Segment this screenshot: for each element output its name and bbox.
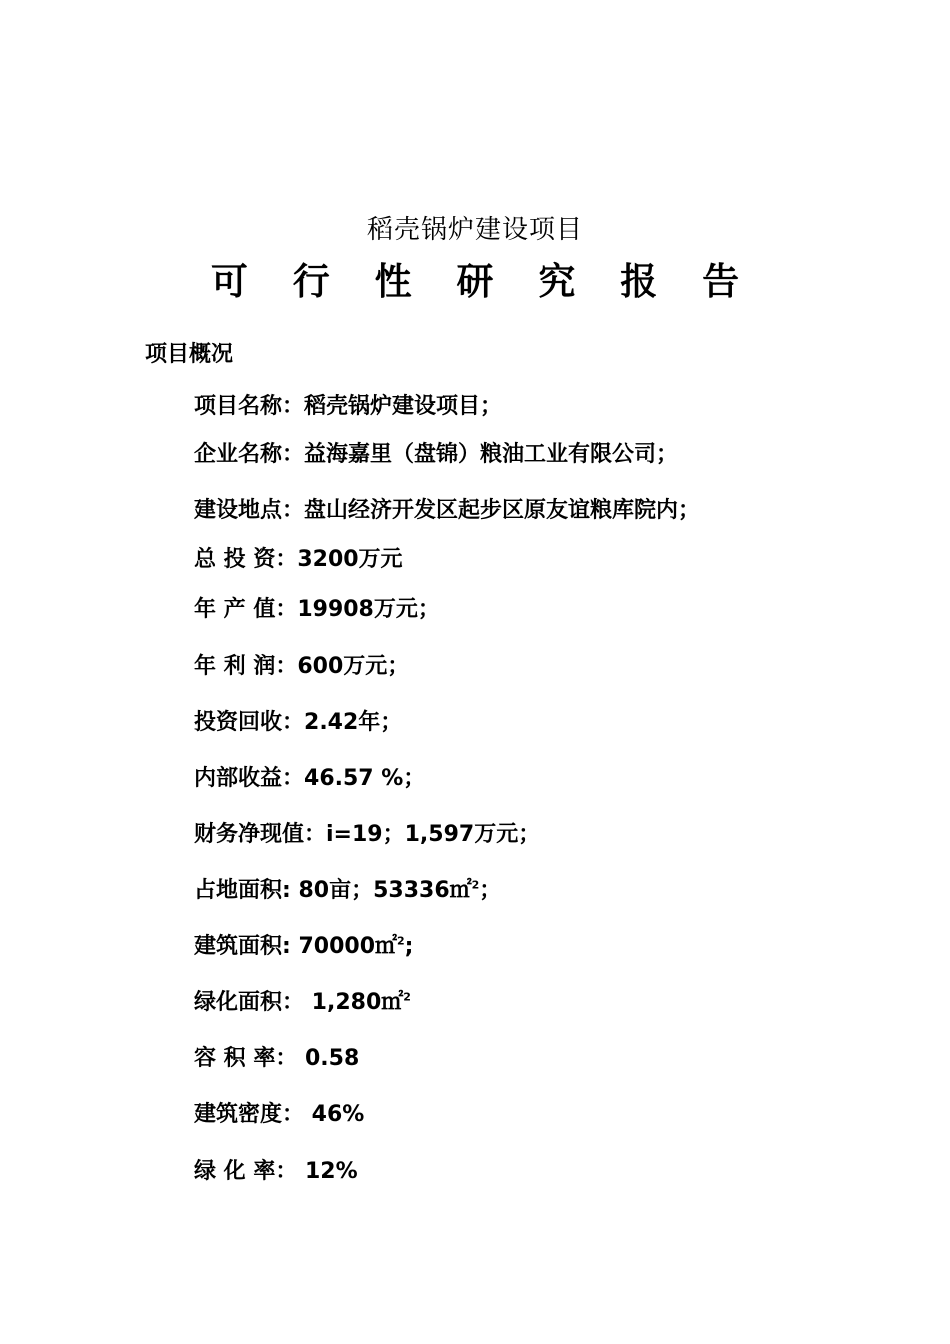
info-value: 80亩；53336㎡: [298, 878, 472, 903]
info-label: 容 积 率：: [194, 1046, 298, 1071]
info-line-project-name: [194, 392, 502, 422]
info-line-company-name: [194, 440, 678, 470]
info-suffix: ;: [404, 934, 414, 959]
info-line-green-ratio: [194, 1157, 358, 1187]
info-line-plot-ratio: [194, 1044, 359, 1074]
superscript: 2: [403, 990, 411, 1004]
info-line-annual-output: [194, 595, 440, 625]
info-value: 3200万元: [297, 547, 403, 572]
info-value: 益海嘉里（盘锦）粮油工业有限公司；: [304, 442, 679, 467]
info-value: 46.57 %；: [304, 766, 426, 791]
info-value: 46%: [304, 1102, 365, 1127]
info-value: 2.42年；: [304, 710, 403, 735]
info-value: 70000㎡: [298, 934, 398, 959]
info-label: 年 产 值：: [194, 597, 298, 622]
info-line-building-area: [194, 932, 413, 962]
info-label: 财务净现值：: [194, 822, 327, 847]
info-label: 绿 化 率：: [194, 1159, 298, 1184]
info-line-building-density: [194, 1100, 364, 1130]
info-label: 投资回收：: [194, 710, 305, 735]
info-value: 1,280㎡: [304, 990, 404, 1015]
info-value: 12%: [297, 1159, 358, 1184]
info-label: 建设地点：: [194, 498, 305, 523]
info-label: 项目名称：: [194, 394, 305, 419]
info-label: 年 利 润：: [194, 654, 298, 679]
superscript: 2: [471, 878, 480, 892]
info-label: 占地面积:: [194, 878, 299, 903]
info-line-green-area: [194, 988, 411, 1018]
info-label: 绿化面积：: [194, 990, 305, 1015]
info-suffix: ；: [479, 878, 502, 903]
project-title: 稻壳锅炉建设项目: [366, 215, 583, 245]
info-value: 盘山经济开发区起步区原友谊粮库院内；: [304, 498, 701, 523]
info-label: 建筑面积:: [194, 934, 299, 959]
info-value: 稻壳锅炉建设项目；: [304, 394, 503, 419]
info-line-npv: [194, 820, 540, 850]
info-label: 内部收益：: [194, 766, 305, 791]
section-title: 项目概况: [145, 342, 234, 367]
info-value: 600万元；: [297, 654, 410, 679]
info-value: 19908万元；: [297, 597, 440, 622]
info-line-payback: [194, 708, 402, 738]
info-line-land-area: [194, 876, 501, 906]
info-line-irr: [194, 764, 425, 794]
report-heading: 可 行 性 研 究 报 告: [210, 260, 756, 303]
info-value: i=19；1,597万元；: [326, 822, 541, 847]
info-label: 建筑密度：: [194, 1102, 305, 1127]
info-label: 企业名称：: [194, 442, 305, 467]
info-value: 0.58: [297, 1046, 360, 1071]
info-label: 总 投 资：: [194, 547, 298, 572]
info-line-location: [194, 496, 700, 526]
info-line-annual-profit: [194, 652, 409, 682]
info-line-total-investment: [194, 545, 403, 575]
superscript: 2: [397, 934, 405, 948]
